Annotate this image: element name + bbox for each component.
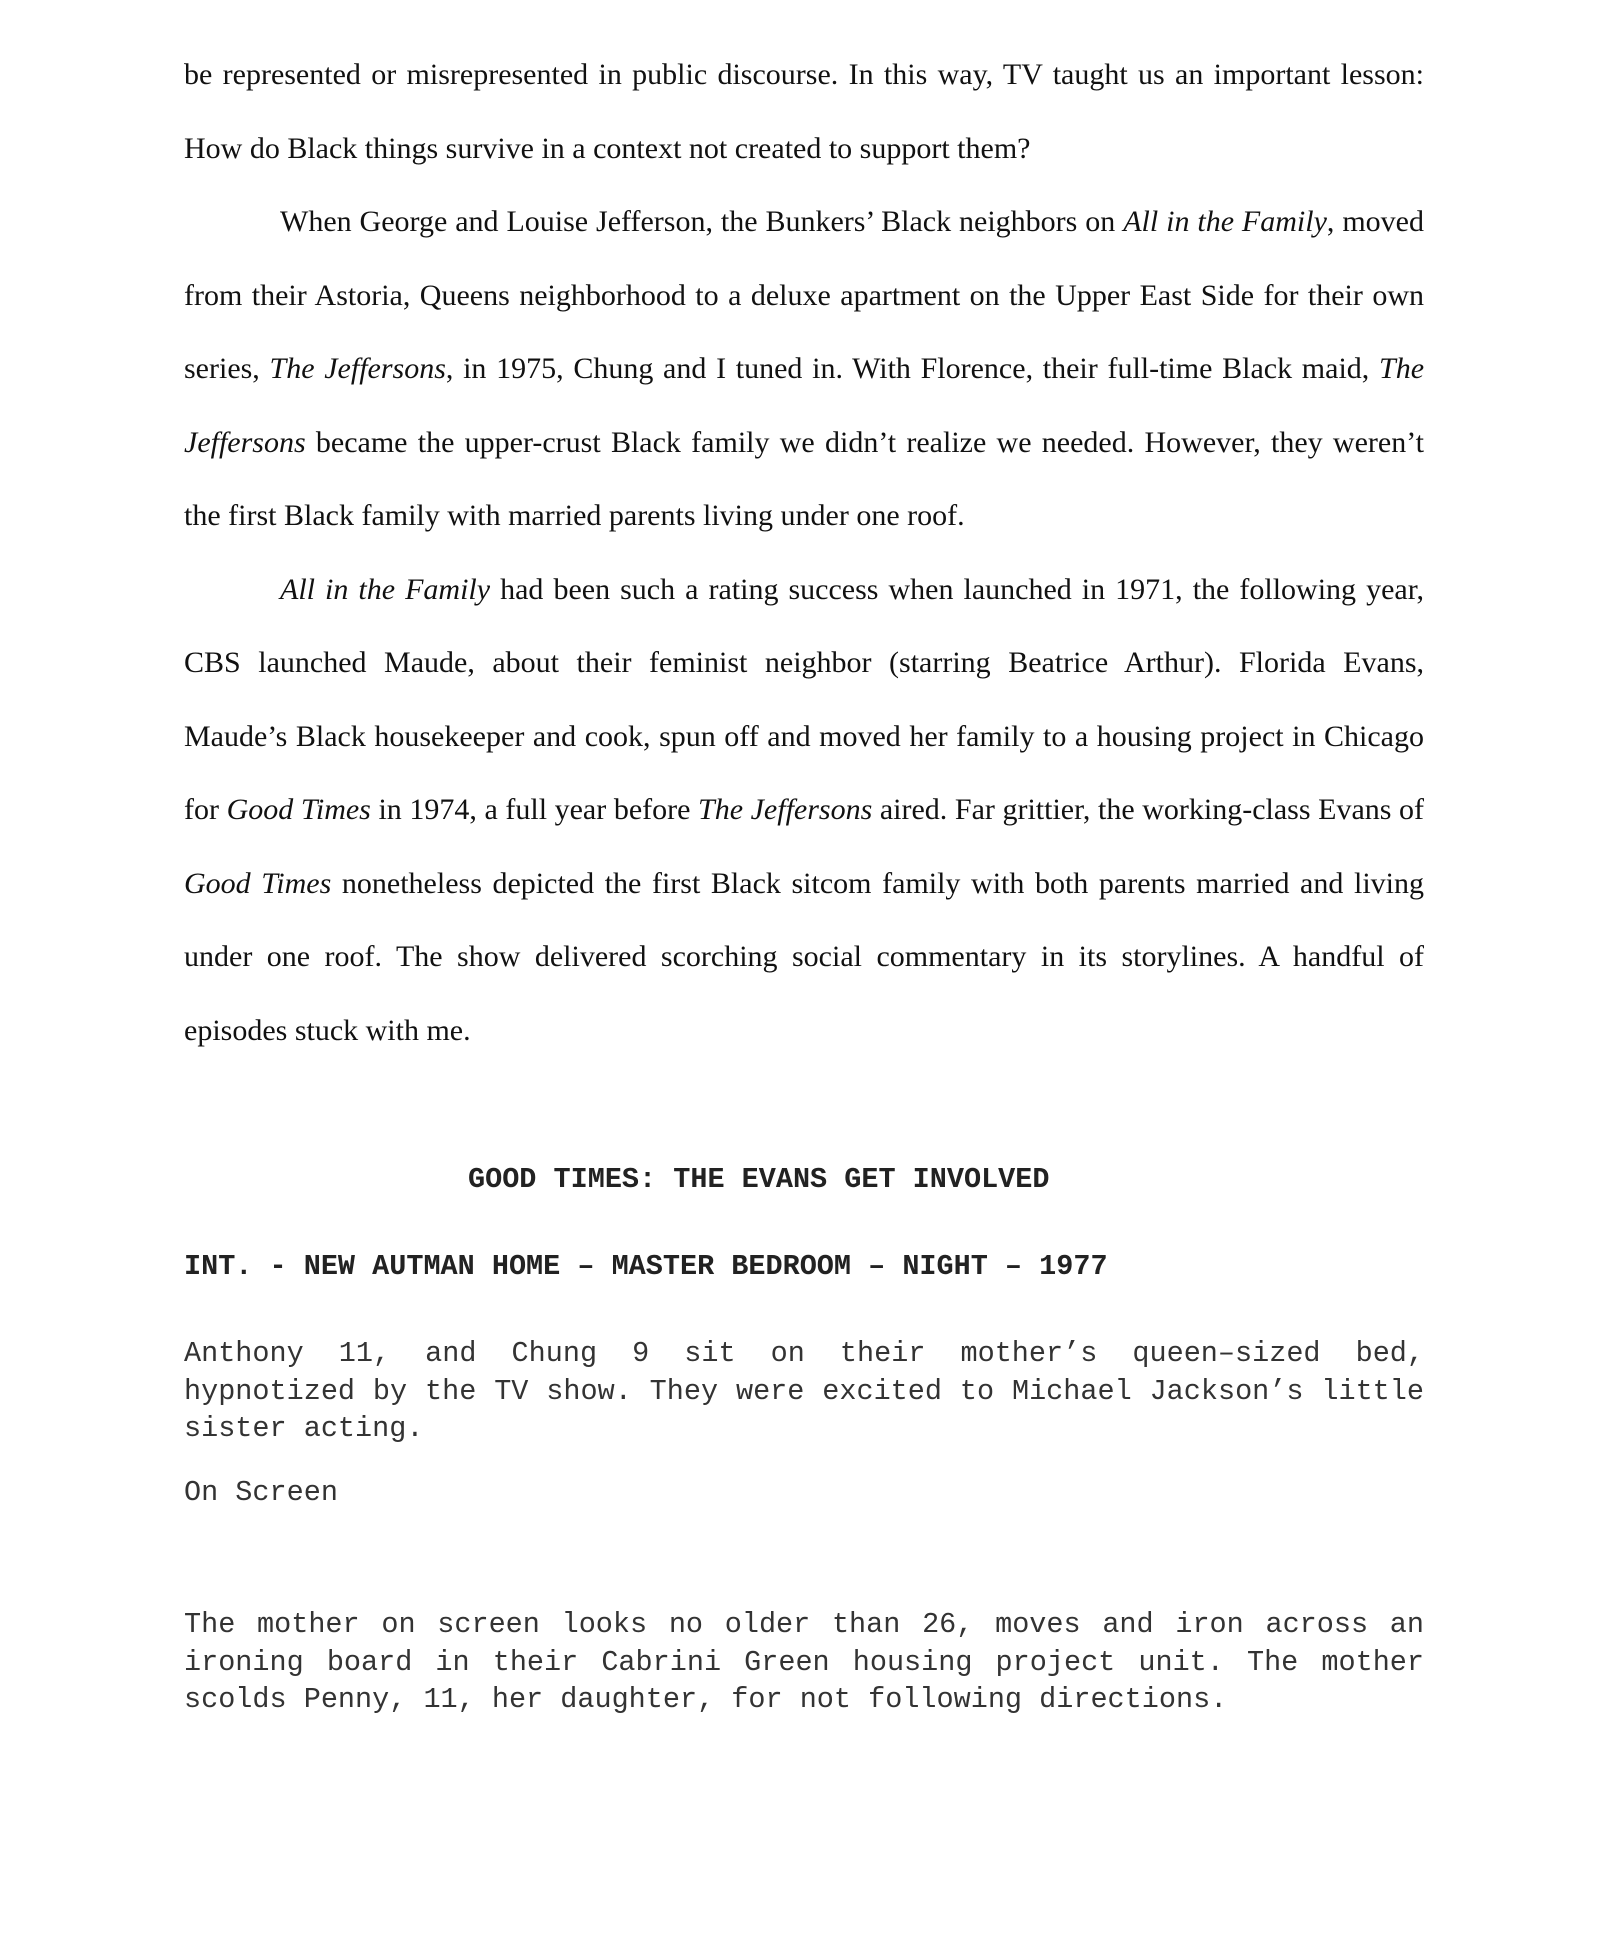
paragraph-2-text: , in 1975, Chung and I tuned in. With Florence, their full-time Black maid, <box>445 352 1380 385</box>
paragraph-3 <box>184 553 1424 1068</box>
action-line: Anthony 11, and Chung 9 sit on their mother’s queen–sized bed, hypnotized by the TV show. They were excited to Michael Jackson’s little sister acting. <box>184 1337 1424 1445</box>
title-all-in-the-family: All in the Family <box>1123 205 1327 238</box>
paragraph-1 <box>184 38 1424 185</box>
paragraph-2-text: became the upper-crust Black family we didn’t realize we needed. However, they weren’t the first Black family with married parents living under one roof. <box>184 425 1424 532</box>
scene-heading: INT. - NEW AUTMAN HOME – MASTER BEDROOM – NIGHT – 1977 <box>184 1250 1108 1283</box>
paragraph-2-text: , moved from their Astoria, Queens neighborhood to a deluxe apartment on the Upper East Side for their own series, <box>184 205 1424 385</box>
action-line: On Screen <box>184 1476 338 1509</box>
paragraph-3-text: aired. Far grittier, the working-class Evans of <box>872 793 1425 826</box>
title-the-jeffersons: The Jeffersons <box>269 352 446 385</box>
screenplay-title: GOOD TIMES: THE EVANS GET INVOLVED <box>468 1163 1050 1196</box>
prose-section <box>184 38 1424 1067</box>
paragraph-3-text: nonetheless depicted the first Black sitcom family with both parents married and living under one roof. The show delivered scorching social commentary in its storylines. A handful of episodes stuck with me. <box>184 866 1424 1047</box>
title-the-jeffersons: The Jeffersons <box>184 352 1425 459</box>
paragraph-2 <box>184 185 1424 553</box>
paragraph-3-text: in 1974, a full year before <box>370 793 699 826</box>
action-line: The mother on screen looks no older than 26, moves and iron across an ironing board in their Cabrini Green housing project unit. The mother scolds Penny, 11, her daughter, for not following directions. <box>184 1608 1424 1716</box>
title-good-times: Good Times <box>184 866 332 900</box>
title-good-times: Good Times <box>226 793 371 826</box>
title-all-in-the-family: All in the Family <box>280 572 491 606</box>
paragraph-1-text: be represented or misrepresented in public discourse. In this way, TV taught us an important lesson: How do Black things survive in a context not created to support them? <box>184 58 1424 165</box>
title-the-jeffersons: The Jeffersons <box>698 793 873 826</box>
document-page <box>184 38 1425 1716</box>
paragraph-3-text: had been such a rating success when launched in 1971, the following year, CBS launched Maude, about their feminist neighbor (starring Beatrice Arthur). Florida Evans, Maude’s Black housekeeper and cook, spun off and moved her family to a housing project in Chicago for <box>184 572 1424 826</box>
paragraph-2-text: When George and Louise Jefferson, the Bunkers’ Black neighbors on <box>280 205 1124 238</box>
